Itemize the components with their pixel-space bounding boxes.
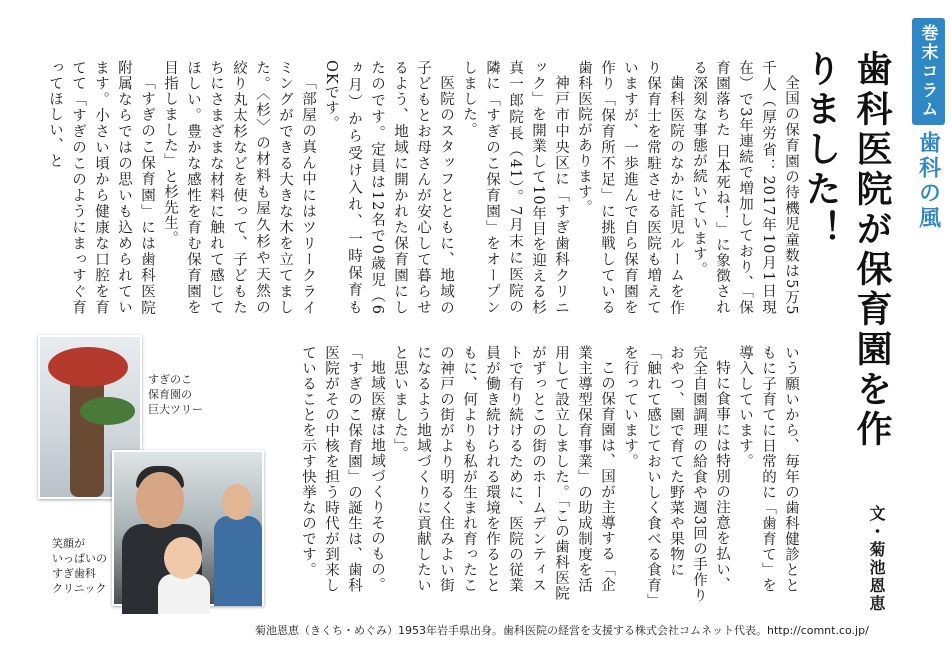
paragraph: 地域医療は地域づくりそのもの。「すぎのこ保育園」の誕生は、歯科医院がその中核を担う時代が到来していることを示す快挙なのです。: [300, 345, 385, 593]
tree-canopy: [80, 397, 135, 425]
person-body: [214, 516, 262, 606]
paragraph: 歯科医院のなかに託児ルームを作り保育士を常駐させる医院も増えていますが、一歩進んで自ら保育園を作り「保育所不足」に挑戦している歯科医院があります。: [576, 60, 684, 315]
caption-line: すぎのこ: [148, 373, 192, 386]
paragraph: 神戸市中央区に「すぎ歯科クリニック」を開業して10年目を迎える杉真一郎院長（41）。7月末に医院の隣に「すぎのこ保育園」をオープンしました。: [461, 60, 569, 315]
child-body: [158, 574, 210, 614]
clinic-photo-caption: [52, 536, 112, 596]
series-name: 歯科の風: [915, 131, 941, 231]
series-bar: [914, 18, 942, 318]
paragraph: 「すぎのこ保育園」には歯科医院附属ならではの思いも込められています。小さい頃から健康な口腔を育てて「すぎのこのようにまっすぐ育ってほしい、と: [47, 60, 155, 315]
paragraph: 全国の保育園の待機児童数は5万5千人（厚労省：2017年10月1日現在）で3年連続で増加しており、「保育園落ちた 日本死ね！」に象徴される深刻な事態が続いています。: [691, 60, 799, 315]
author-bio: 菊池恩恵（きくち・めぐみ）1953年岩手県出身。歯科医院の経営を支援する株式会社コムネット代表。http://comnt.co.jp/: [255, 624, 869, 637]
caption-line: 巨大ツリー: [148, 403, 203, 416]
tree-canopy: [48, 347, 128, 387]
person-face: [222, 484, 252, 520]
child-face: [164, 537, 202, 579]
paragraph: この保育園は、国が主導する「企業主導型保育事業」の助成制度を活用して設立しました。「この歯科医院がずっとこの街のホームデンティストで有り続けるために、医院の従業員が働き続けられる環境を作るとともに、何よりも私が生まれ育ったこの神戸の街がより明るく住みよい街になるよう地域づくりに貢献したいと思いました」。: [392, 345, 615, 602]
caption-line: いっぱいの: [52, 552, 107, 565]
article-author: 文・菊池恩恵: [867, 505, 886, 613]
paragraph: いう願いから、毎年の歯科健診とともに子育てに日常的に「歯育て」を導入しています。: [737, 345, 799, 593]
caption-line: 保育園の: [148, 388, 192, 401]
paragraph: 特に食事には特別の注意を払い、完全自園調理の給食や週3回の手作りおやつ、園で育てた野菜や果物に「触れて感じておいしく食べる食育」を行っています。: [622, 345, 730, 604]
paragraph: 「部屋の真ん中にはツリークライミングができる大きな木を立てました。〈杉〉の材料も屋久杉や天然の絞り丸太杉などを使って、子どもたちにさまざまな材料に触れて感じてほしい。豊かな感性を育む保育園を目指しました」と杉先生。: [162, 60, 316, 315]
series-tag: 巻末コラム: [912, 18, 945, 125]
clinic-staff-photo: [112, 450, 264, 606]
caption-line: すぎ歯科: [52, 567, 96, 580]
article-body-bottom: [264, 345, 802, 607]
tree-photo-caption: [148, 372, 228, 417]
caption-line: 笑顔が: [52, 537, 85, 550]
caption-line: クリニック: [52, 582, 107, 595]
paragraph: 医院のスタッフとともに、地域の子どもとお母さんが安心して暮らせるよう、地域に開かれた保育園にしたのです。定員は12名で0歳児（6ヵ月）から受け入れ、一時保育もOKです。: [323, 60, 454, 315]
person-face: [136, 472, 184, 528]
article-title: 歯科医院が保育園を作りました！: [800, 50, 893, 450]
article-body-top: [47, 60, 802, 315]
